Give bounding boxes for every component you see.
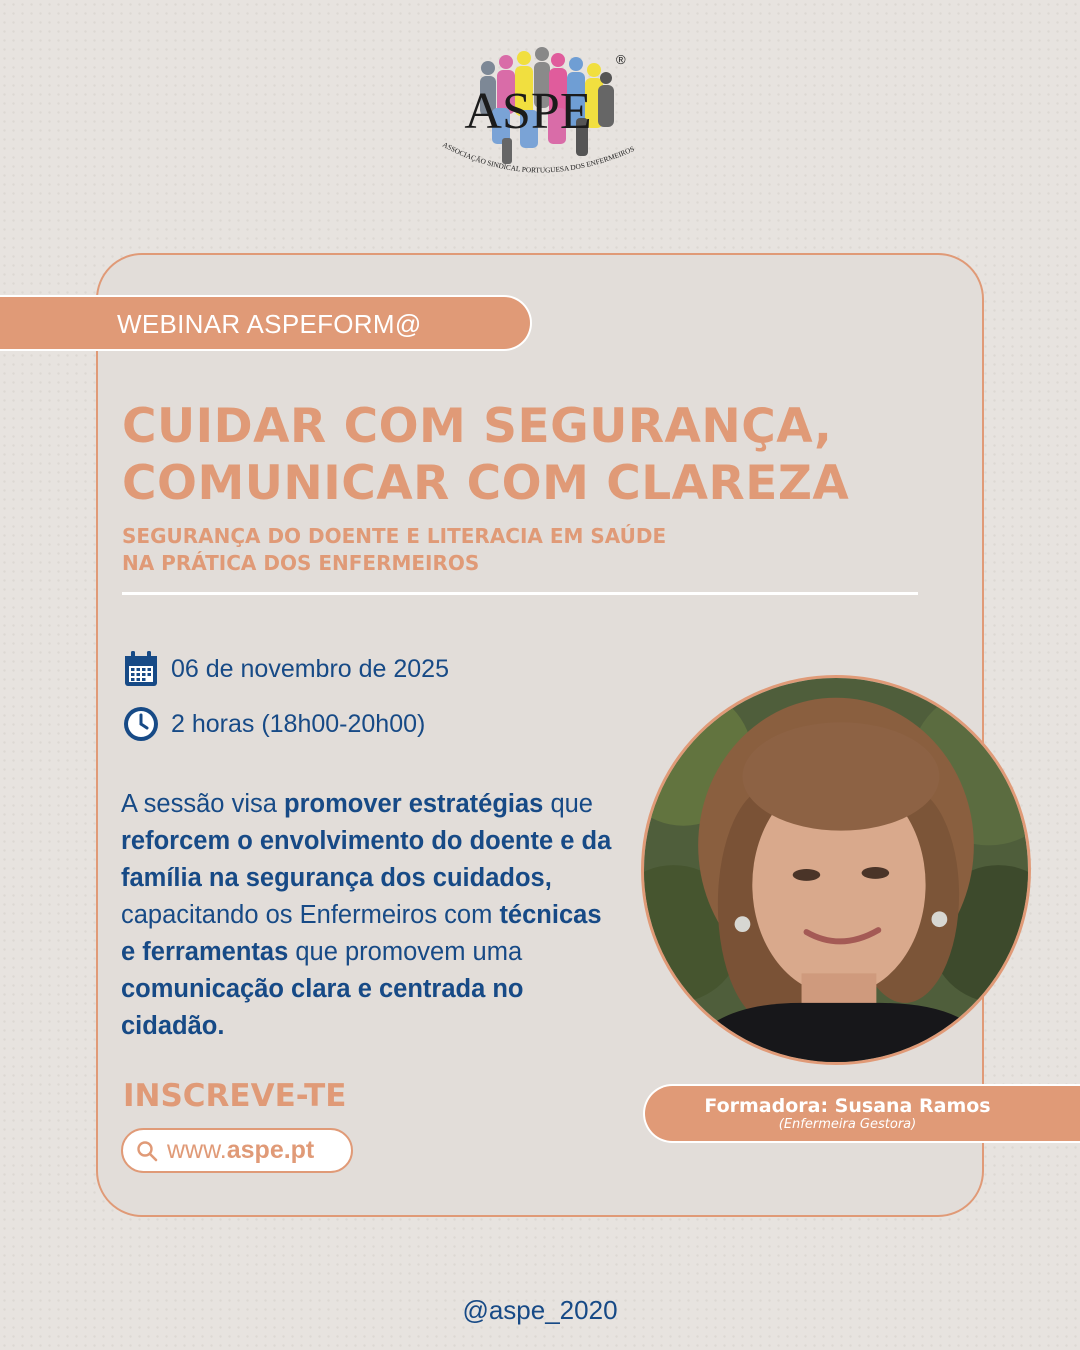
subheadline bbox=[122, 523, 666, 577]
search-icon bbox=[135, 1139, 159, 1163]
desc-text-3: capacitando os Enfermeiros com bbox=[121, 901, 500, 929]
event-duration: 2 horas (18h00-20h00) bbox=[171, 709, 426, 738]
desc-bold-4: comunicação clara e centrada no cidadão. bbox=[121, 975, 524, 1040]
headline bbox=[122, 398, 849, 512]
desc-text-2: que bbox=[543, 790, 593, 818]
logo-acronym: ASPE bbox=[464, 83, 592, 140]
aspe-logo bbox=[436, 38, 646, 178]
event-date: 06 de novembro de 2025 bbox=[171, 654, 449, 683]
divider bbox=[122, 592, 918, 595]
event-duration-row bbox=[122, 705, 425, 743]
subheadline-line-2: NA PRÁTICA DOS ENFERMEIROS bbox=[122, 551, 480, 575]
trainer-badge bbox=[643, 1084, 1080, 1143]
event-date-row bbox=[122, 650, 449, 688]
social-handle[interactable]: @aspe_2020 bbox=[462, 1295, 618, 1325]
desc-bold-2: reforcem o envolvimento do doente e da família na segurança dos cuidados, bbox=[121, 827, 612, 892]
subheadline-line-1: SEGURANÇA DO DOENTE E LITERACIA EM SAÚDE bbox=[122, 524, 667, 548]
headline-line-1: CUIDAR COM SEGURANÇA, bbox=[122, 399, 833, 454]
website-link[interactable] bbox=[121, 1128, 353, 1173]
trainer-role: (Enfermeira Gestora) bbox=[778, 1117, 917, 1132]
clock-icon bbox=[122, 705, 160, 743]
headline-line-2: COMUNICAR COM CLAREZA bbox=[122, 456, 850, 511]
calendar-icon bbox=[122, 650, 160, 688]
website-url-domain: aspe.pt bbox=[226, 1136, 315, 1164]
signup-heading: INSCREVE-TE bbox=[123, 1078, 347, 1114]
desc-text-4: que promovem uma bbox=[288, 938, 523, 966]
logo-registered-mark: ® bbox=[616, 52, 626, 67]
svg-text:ASSOCIAÇÃO SINDICAL PORTUGUESA bbox=[441, 140, 636, 175]
website-url-prefix: www. bbox=[167, 1136, 227, 1164]
trainer-name: Formadora: Susana Ramos bbox=[704, 1095, 991, 1117]
session-description bbox=[121, 786, 621, 1045]
desc-bold-3: técnicas e ferramentas bbox=[121, 901, 602, 966]
desc-bold-1: promover estratégias bbox=[284, 790, 544, 818]
logo-people-graphic bbox=[436, 38, 646, 178]
logo-full-name: ASSOCIAÇÃO SINDICAL PORTUGUESA DOS ENFERMEIROS bbox=[441, 139, 636, 175]
trainer-photo bbox=[641, 675, 1031, 1065]
webinar-tag: WEBINAR ASPEFORM@ bbox=[0, 295, 532, 351]
desc-text-1: A sessão visa bbox=[121, 790, 284, 818]
